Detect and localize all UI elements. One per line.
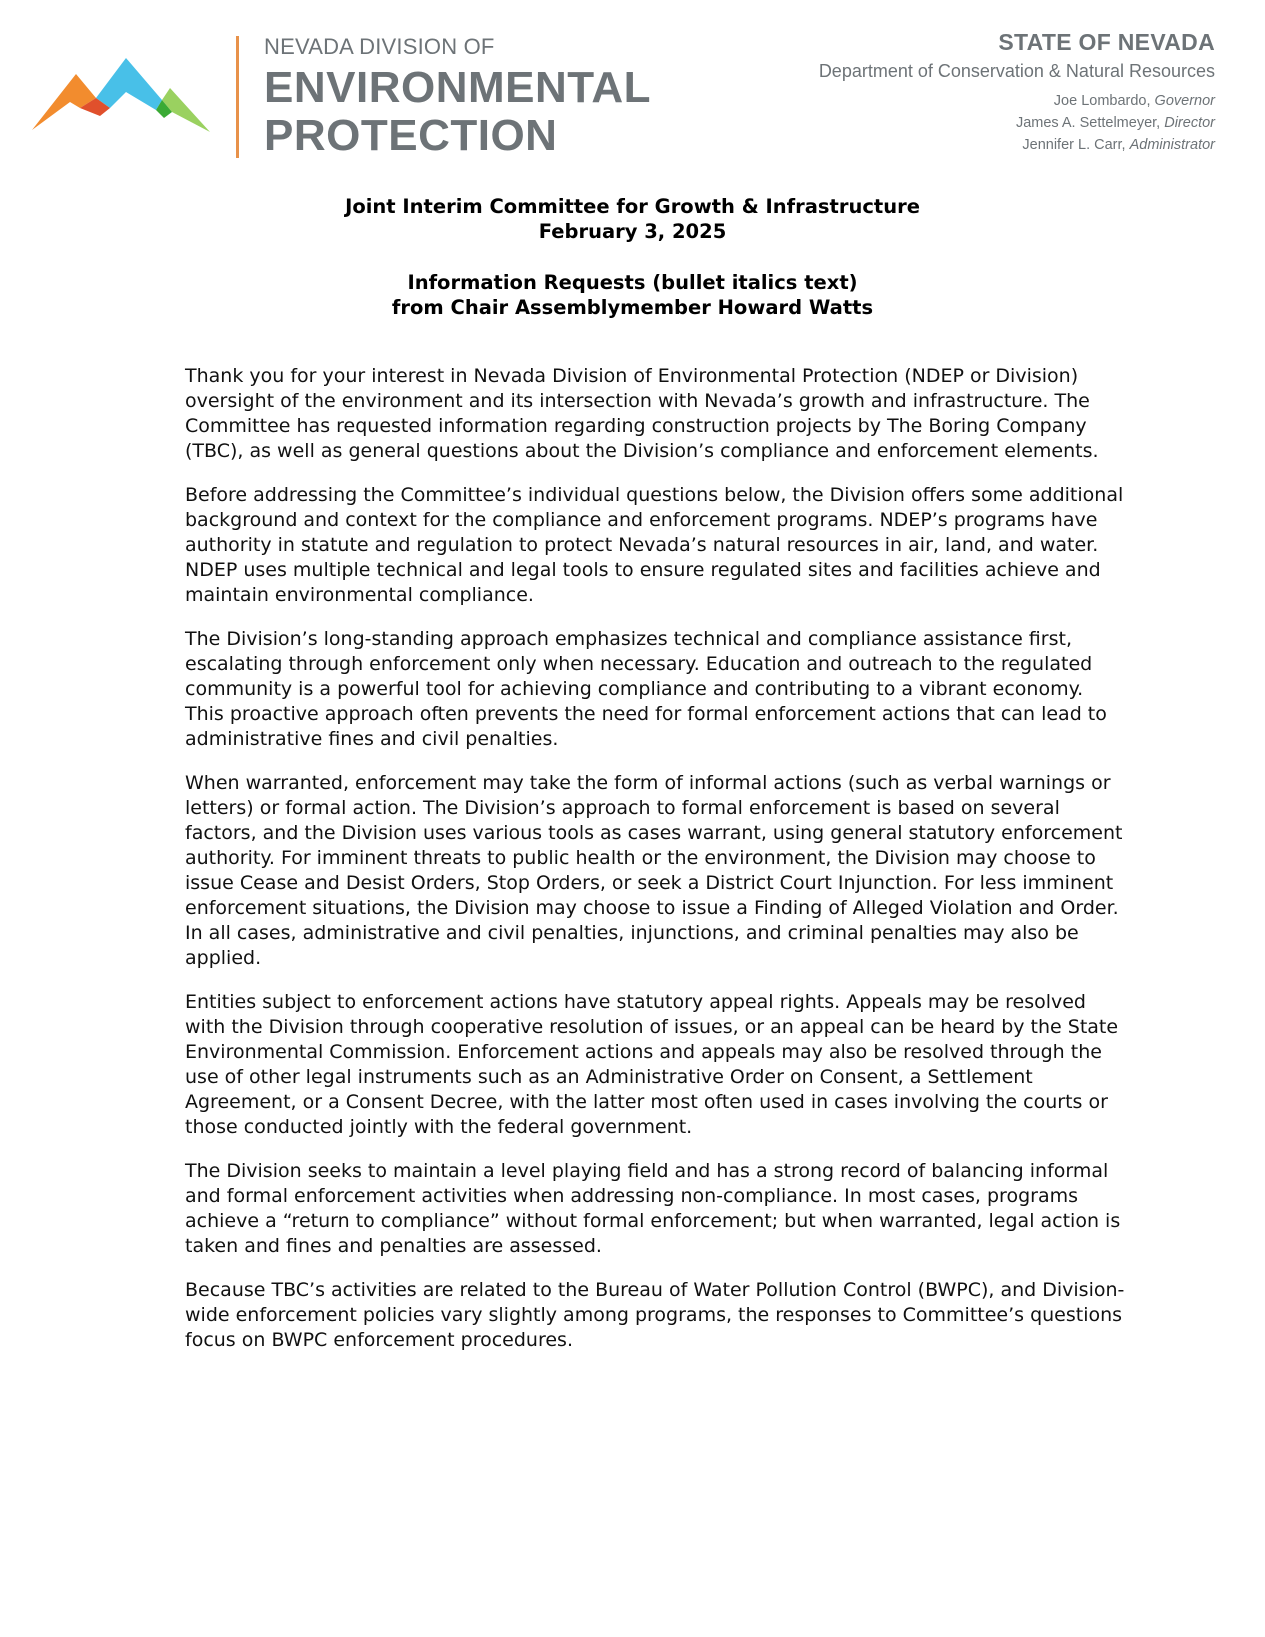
subtitle-line-2: from Chair Assemblymember Howard Watts [391, 296, 874, 319]
official-title: Director [1164, 115, 1215, 131]
paragraph-intro: Thank you for your interest in Nevada Division of Environmental Protection (NDEP or Division) oversight of the environment and its intersection with Nevada’s growth and infrastructure. The Committee has requested information regarding construction projects by The Boring Company (TBC), as well as general questions about the Division’s compliance and enforcement elements. [185, 365, 1099, 462]
logo-line-2: ENVIRONMENTAL [264, 63, 652, 112]
subtitle-line-1: Information Requests (bullet italics text) [407, 271, 858, 294]
paragraph-appeals: Entities subject to enforcement actions have statutory appeal rights. Appeals may be resolved with the Division through cooperative resolution of issues, or an appeal can be heard by the State Environmental Commission. Enforcement actions and appeals may also be resolved through the use of other legal instruments such as an Administrative Order on Consent, a Settlement Agreement, or a Consent Decree, with the latter most often used in cases involving the courts or those conducted jointly with the federal government. [185, 991, 1119, 1138]
official-name: Joe Lombardo, [1053, 93, 1155, 109]
official-name: Jennifer L. Carr, [1022, 137, 1130, 153]
document-date: February 3, 2025 [538, 220, 727, 243]
division-logo-text [264, 34, 651, 160]
official-director [819, 112, 1215, 134]
logo-line-1: NEVADA DIVISION OF [264, 34, 495, 59]
logo-line-3: PROTECTION [264, 111, 558, 160]
committee-title: Joint Interim Committee for Growth & Infrastructure [345, 195, 920, 218]
officials-list [819, 90, 1215, 156]
department-name: Department of Conservation & Natural Resources [818, 61, 1215, 81]
document-subheading [0, 270, 1265, 320]
state-title: STATE OF NEVADA [998, 29, 1215, 55]
paragraph-balance: The Division seeks to maintain a level playing field and has a strong record of balancing informal and formal enforcement activities when addressing non-compliance. In most cases, programs achieve a “return to compliance” without formal enforcement; but when warranted, legal action is taken and fines and penalties are assessed. [185, 1160, 1121, 1257]
document-heading [0, 194, 1265, 244]
paragraph-bwpc: Because TBC’s activities are related to the Bureau of Water Pollution Control (BWPC), and Division-wide enforcement policies vary slightly among programs, the responses to Committee’s questions focus on BWPC enforcement procedures. [185, 1279, 1125, 1351]
paragraph-enforcement: When warranted, enforcement may take the form of informal actions (such as verbal warnings or letters) or formal action. The Division’s approach to formal enforcement is based on several factors, and the Division uses various tools as cases warrant, using general statutory enforcement authority. For imminent threats to public health or the environment, the Division may choose to issue Cease and Desist Orders, Stop Orders, or seek a District Court Injunction. For less imminent enforcement situations, the Division may choose to issue a Finding of Alleged Violation and Order. In all cases, administrative and civil penalties, injunctions, and criminal penalties may also be applied. [185, 772, 1123, 969]
official-governor [819, 90, 1215, 112]
paragraph-approach: The Division’s long-standing approach emphasizes technical and compliance assistance first, escalating through enforcement only when necessary. Education and outreach to the regulated community is a powerful tool for achieving compliance and contributing to a vibrant economy. This proactive approach often prevents the need for formal enforcement actions that can lead to administrative fines and civil penalties. [185, 628, 1107, 750]
document-body [185, 364, 1125, 1372]
official-title: Administrator [1129, 137, 1215, 153]
official-name: James A. Settelmeyer, [1015, 115, 1165, 131]
state-letterhead [819, 28, 1215, 156]
official-title: Governor [1154, 93, 1215, 109]
logo-divider [236, 36, 239, 158]
mountains-logo-icon [32, 58, 210, 136]
official-administrator [819, 134, 1215, 156]
paragraph-background: Before addressing the Committee’s individual questions below, the Division offers some additional background and context for the compliance and enforcement programs. NDEP’s programs have authority in statute and regulation to protect Nevada’s natural resources in air, land, and water. NDEP uses multiple technical and legal tools to ensure regulated sites and facilities achieve and maintain environmental compliance. [185, 484, 1124, 606]
